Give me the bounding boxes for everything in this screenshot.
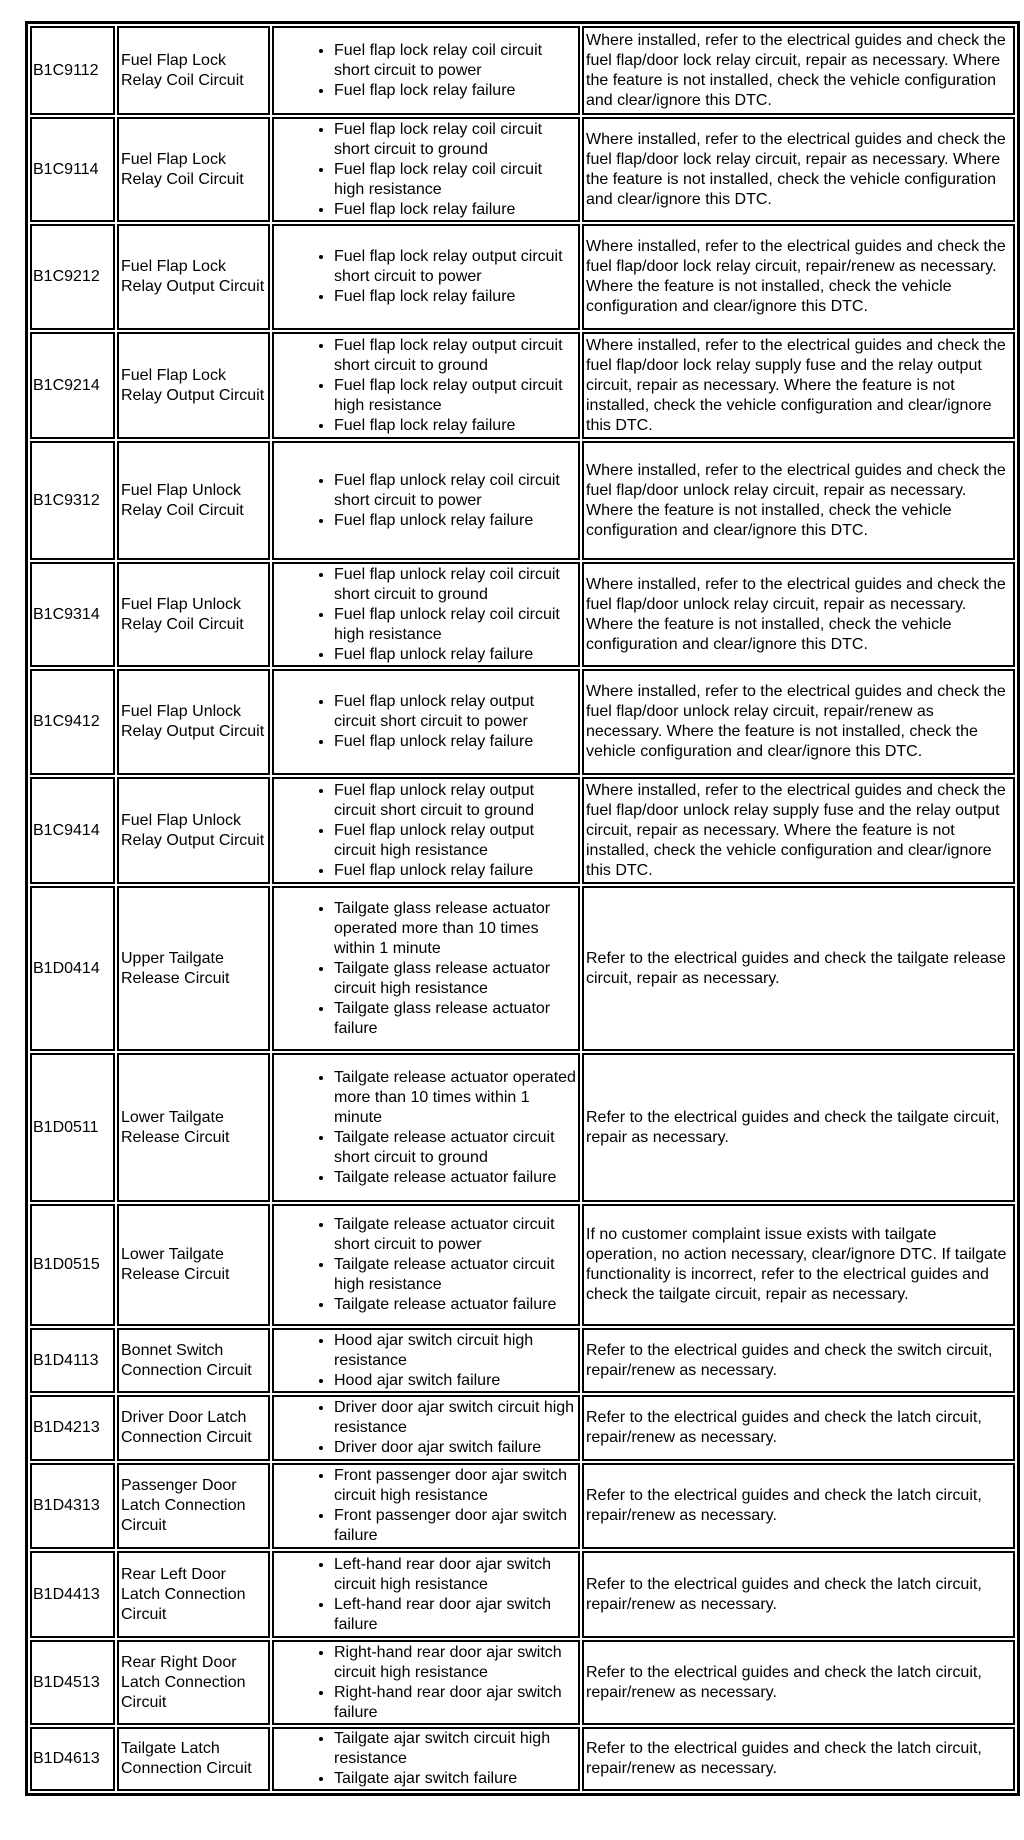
cause-item: • Tailgate glass release actuator circuit high resistance [334, 959, 576, 999]
dtc-description: Driver Door Latch Connection Circuit [117, 1395, 270, 1461]
causes-list [276, 247, 576, 307]
dtc-code: B1C9414 [30, 777, 115, 884]
possible-causes [272, 777, 580, 884]
dtc-code: B1C9114 [30, 117, 115, 222]
dtc-description: Lower Tailgate Release Circuit [117, 1053, 270, 1202]
action: Refer to the electrical guides and check the latch circuit, repair/renew as necessary. [582, 1640, 1015, 1725]
causes-list [276, 1555, 576, 1635]
cause-item: • Fuel flap unlock relay failure [334, 511, 576, 531]
dtc-code: B1C9214 [30, 332, 115, 439]
cause-item: • Driver door ajar switch failure [334, 1438, 576, 1458]
causes-list [276, 1643, 576, 1723]
possible-causes [272, 1727, 580, 1791]
causes-list [276, 1215, 576, 1315]
table-row [30, 562, 1015, 667]
cause-item: • Front passenger door ajar switch failure [334, 1506, 576, 1546]
cause-item: • Right-hand rear door ajar switch failure [334, 1683, 576, 1723]
action: Refer to the electrical guides and check the switch circuit, repair/renew as necessary. [582, 1328, 1015, 1393]
cause-item: • Fuel flap lock relay coil circuit short circuit to power [334, 41, 576, 81]
cause-item: • Fuel flap unlock relay output circuit short circuit to power [334, 692, 576, 732]
causes-list [276, 565, 576, 665]
action: Where installed, refer to the electrical guides and check the fuel flap/door unlock relay circuit, repair as necessary. Where the feature is not installed, check the vehicle configuration and clear/ignore this DTC. [582, 441, 1015, 560]
dtc-code: B1C9312 [30, 441, 115, 560]
dtc-description: Tailgate Latch Connection Circuit [117, 1727, 270, 1791]
possible-causes [272, 669, 580, 775]
action: Refer to the electrical guides and check the latch circuit, repair/renew as necessary. [582, 1463, 1015, 1549]
cause-item: • Fuel flap lock relay output circuit short circuit to ground [334, 336, 576, 376]
cause-item: • Fuel flap lock relay coil circuit high resistance [334, 160, 576, 200]
causes-list [276, 471, 576, 531]
cause-item: • Front passenger door ajar switch circuit high resistance [334, 1466, 576, 1506]
dtc-code: B1D4313 [30, 1463, 115, 1549]
dtc-code: B1C9212 [30, 224, 115, 330]
dtc-description: Fuel Flap Lock Relay Coil Circuit [117, 26, 270, 115]
dtc-code: B1D0414 [30, 886, 115, 1051]
table-row [30, 26, 1015, 115]
causes-list [276, 692, 576, 752]
action: Refer to the electrical guides and check the tailgate release circuit, repair as necessary. [582, 886, 1015, 1051]
dtc-description: Fuel Flap Unlock Relay Coil Circuit [117, 562, 270, 667]
table-row [30, 1727, 1015, 1791]
causes-list [276, 120, 576, 220]
possible-causes [272, 1204, 580, 1326]
cause-item: • Fuel flap lock relay failure [334, 287, 576, 307]
cause-item: • Fuel flap unlock relay output circuit high resistance [334, 821, 576, 861]
action: Where installed, refer to the electrical guides and check the fuel flap/door unlock relay circuit, repair/renew as necessary. Where the feature is not installed, check the vehicle configuration and clear/ignore this DTC. [582, 669, 1015, 775]
cause-item: • Tailgate ajar switch failure [334, 1769, 576, 1789]
possible-causes [272, 1053, 580, 1202]
causes-list [276, 336, 576, 436]
cause-item: • Fuel flap lock relay failure [334, 416, 576, 436]
dtc-description: Passenger Door Latch Connection Circuit [117, 1463, 270, 1549]
possible-causes [272, 1395, 580, 1461]
action: Where installed, refer to the electrical guides and check the fuel flap/door lock relay supply fuse and the relay output circuit, repair as necessary. Where the feature is not installed, check the vehicle configuration and clear/ignore this DTC. [582, 332, 1015, 439]
table-row [30, 441, 1015, 560]
table-row [30, 777, 1015, 884]
table-row [30, 1328, 1015, 1393]
cause-item: • Fuel flap unlock relay failure [334, 732, 576, 752]
action: If no customer complaint issue exists with tailgate operation, no action necessary, clear/ignore DTC. If tailgate functionality is incorrect, refer to the electrical guides and check the tailgate circuit, repair as necessary. [582, 1204, 1015, 1326]
action: Where installed, refer to the electrical guides and check the fuel flap/door lock relay circuit, repair as necessary. Where the feature is not installed, check the vehicle configuration and clear/ignore this DTC. [582, 26, 1015, 115]
cause-item: • Fuel flap unlock relay coil circuit short circuit to power [334, 471, 576, 511]
dtc-code: B1C9314 [30, 562, 115, 667]
table-row [30, 117, 1015, 222]
cause-item: • Fuel flap unlock relay failure [334, 645, 576, 665]
cause-item: • Fuel flap unlock relay coil circuit short circuit to ground [334, 565, 576, 605]
dtc-description: Bonnet Switch Connection Circuit [117, 1328, 270, 1393]
dtc-code: B1D4213 [30, 1395, 115, 1461]
dtc-description: Fuel Flap Lock Relay Output Circuit [117, 332, 270, 439]
cause-item: • Driver door ajar switch circuit high resistance [334, 1398, 576, 1438]
possible-causes [272, 886, 580, 1051]
dtc-code: B1D4113 [30, 1328, 115, 1393]
action: Refer to the electrical guides and check the latch circuit, repair/renew as necessary. [582, 1551, 1015, 1638]
cause-item: • Fuel flap unlock relay output circuit short circuit to ground [334, 781, 576, 821]
possible-causes [272, 441, 580, 560]
table-row [30, 224, 1015, 330]
possible-causes [272, 562, 580, 667]
action: Where installed, refer to the electrical guides and check the fuel flap/door unlock relay supply fuse and the relay output circuit, repair as necessary. Where the feature is not installed, check the vehicle configuration and clear/ignore this DTC. [582, 777, 1015, 884]
cause-item: • Tailgate glass release actuator operated more than 10 times within 1 minute [334, 899, 576, 959]
table-row [30, 1204, 1015, 1326]
cause-item: • Left-hand rear door ajar switch circuit high resistance [334, 1555, 576, 1595]
possible-causes [272, 26, 580, 115]
cause-item: • Left-hand rear door ajar switch failure [334, 1595, 576, 1635]
possible-causes [272, 1328, 580, 1393]
cause-item: • Tailgate release actuator circuit short circuit to power [334, 1215, 576, 1255]
table-row [30, 886, 1015, 1051]
possible-causes [272, 224, 580, 330]
dtc-code: B1C9112 [30, 26, 115, 115]
action: Refer to the electrical guides and check the latch circuit, repair/renew as necessary. [582, 1727, 1015, 1791]
dtc-code: B1D4613 [30, 1727, 115, 1791]
possible-causes [272, 1640, 580, 1725]
cause-item: • Hood ajar switch circuit high resistance [334, 1331, 576, 1371]
table-row [30, 1551, 1015, 1638]
action: Refer to the electrical guides and check the latch circuit, repair/renew as necessary. [582, 1395, 1015, 1461]
causes-list [276, 1068, 576, 1188]
possible-causes [272, 1463, 580, 1549]
causes-list [276, 1729, 576, 1789]
causes-list [276, 899, 576, 1039]
dtc-description: Lower Tailgate Release Circuit [117, 1204, 270, 1326]
dtc-description: Fuel Flap Unlock Relay Coil Circuit [117, 441, 270, 560]
action: Refer to the electrical guides and check the tailgate circuit, repair as necessary. [582, 1053, 1015, 1202]
possible-causes [272, 1551, 580, 1638]
dtc-code: B1D4513 [30, 1640, 115, 1725]
causes-list [276, 781, 576, 881]
dtc-description: Fuel Flap Lock Relay Coil Circuit [117, 117, 270, 222]
dtc-description: Fuel Flap Unlock Relay Output Circuit [117, 669, 270, 775]
action: Where installed, refer to the electrical guides and check the fuel flap/door unlock relay circuit, repair as necessary. Where the feature is not installed, check the vehicle configuration and clear/ignore this DTC. [582, 562, 1015, 667]
causes-list [276, 41, 576, 101]
dtc-description: Fuel Flap Unlock Relay Output Circuit [117, 777, 270, 884]
causes-list [276, 1331, 576, 1391]
table-row [30, 1463, 1015, 1549]
table-row [30, 1053, 1015, 1202]
dtc-code: B1D0511 [30, 1053, 115, 1202]
table-row [30, 1395, 1015, 1461]
table-row [30, 669, 1015, 775]
table-row [30, 332, 1015, 439]
causes-list [276, 1398, 576, 1458]
dtc-description: Fuel Flap Lock Relay Output Circuit [117, 224, 270, 330]
causes-list [276, 1466, 576, 1546]
possible-causes [272, 117, 580, 222]
dtc-description: Rear Right Door Latch Connection Circuit [117, 1640, 270, 1725]
cause-item: • Right-hand rear door ajar switch circuit high resistance [334, 1643, 576, 1683]
cause-item: • Hood ajar switch failure [334, 1371, 576, 1391]
action: Where installed, refer to the electrical guides and check the fuel flap/door lock relay circuit, repair/renew as necessary. Where the feature is not installed, check the vehicle configuration and clear/ignore this DTC. [582, 224, 1015, 330]
cause-item: • Tailgate release actuator failure [334, 1295, 576, 1315]
dtc-table [25, 21, 1020, 1796]
cause-item: • Tailgate glass release actuator failure [334, 999, 576, 1039]
cause-item: • Fuel flap lock relay output circuit high resistance [334, 376, 576, 416]
cause-item: • Fuel flap lock relay failure [334, 200, 576, 220]
dtc-description: Upper Tailgate Release Circuit [117, 886, 270, 1051]
table-row [30, 1640, 1015, 1725]
dtc-code: B1D4413 [30, 1551, 115, 1638]
cause-item: • Fuel flap lock relay output circuit short circuit to power [334, 247, 576, 287]
possible-causes [272, 332, 580, 439]
cause-item: • Tailgate release actuator operated more than 10 times within 1 minute [334, 1068, 576, 1128]
cause-item: • Tailgate ajar switch circuit high resistance [334, 1729, 576, 1769]
dtc-code: B1D0515 [30, 1204, 115, 1326]
cause-item: • Tailgate release actuator circuit high resistance [334, 1255, 576, 1295]
dtc-code: B1C9412 [30, 669, 115, 775]
cause-item: • Fuel flap lock relay failure [334, 81, 576, 101]
cause-item: • Tailgate release actuator circuit short circuit to ground [334, 1128, 576, 1168]
cause-item: • Fuel flap lock relay coil circuit short circuit to ground [334, 120, 576, 160]
cause-item: • Tailgate release actuator failure [334, 1168, 576, 1188]
action: Where installed, refer to the electrical guides and check the fuel flap/door lock relay circuit, repair as necessary. Where the feature is not installed, check the vehicle configuration and clear/ignore this DTC. [582, 117, 1015, 222]
cause-item: • Fuel flap unlock relay coil circuit high resistance [334, 605, 576, 645]
cause-item: • Fuel flap unlock relay failure [334, 861, 576, 881]
dtc-description: Rear Left Door Latch Connection Circuit [117, 1551, 270, 1638]
